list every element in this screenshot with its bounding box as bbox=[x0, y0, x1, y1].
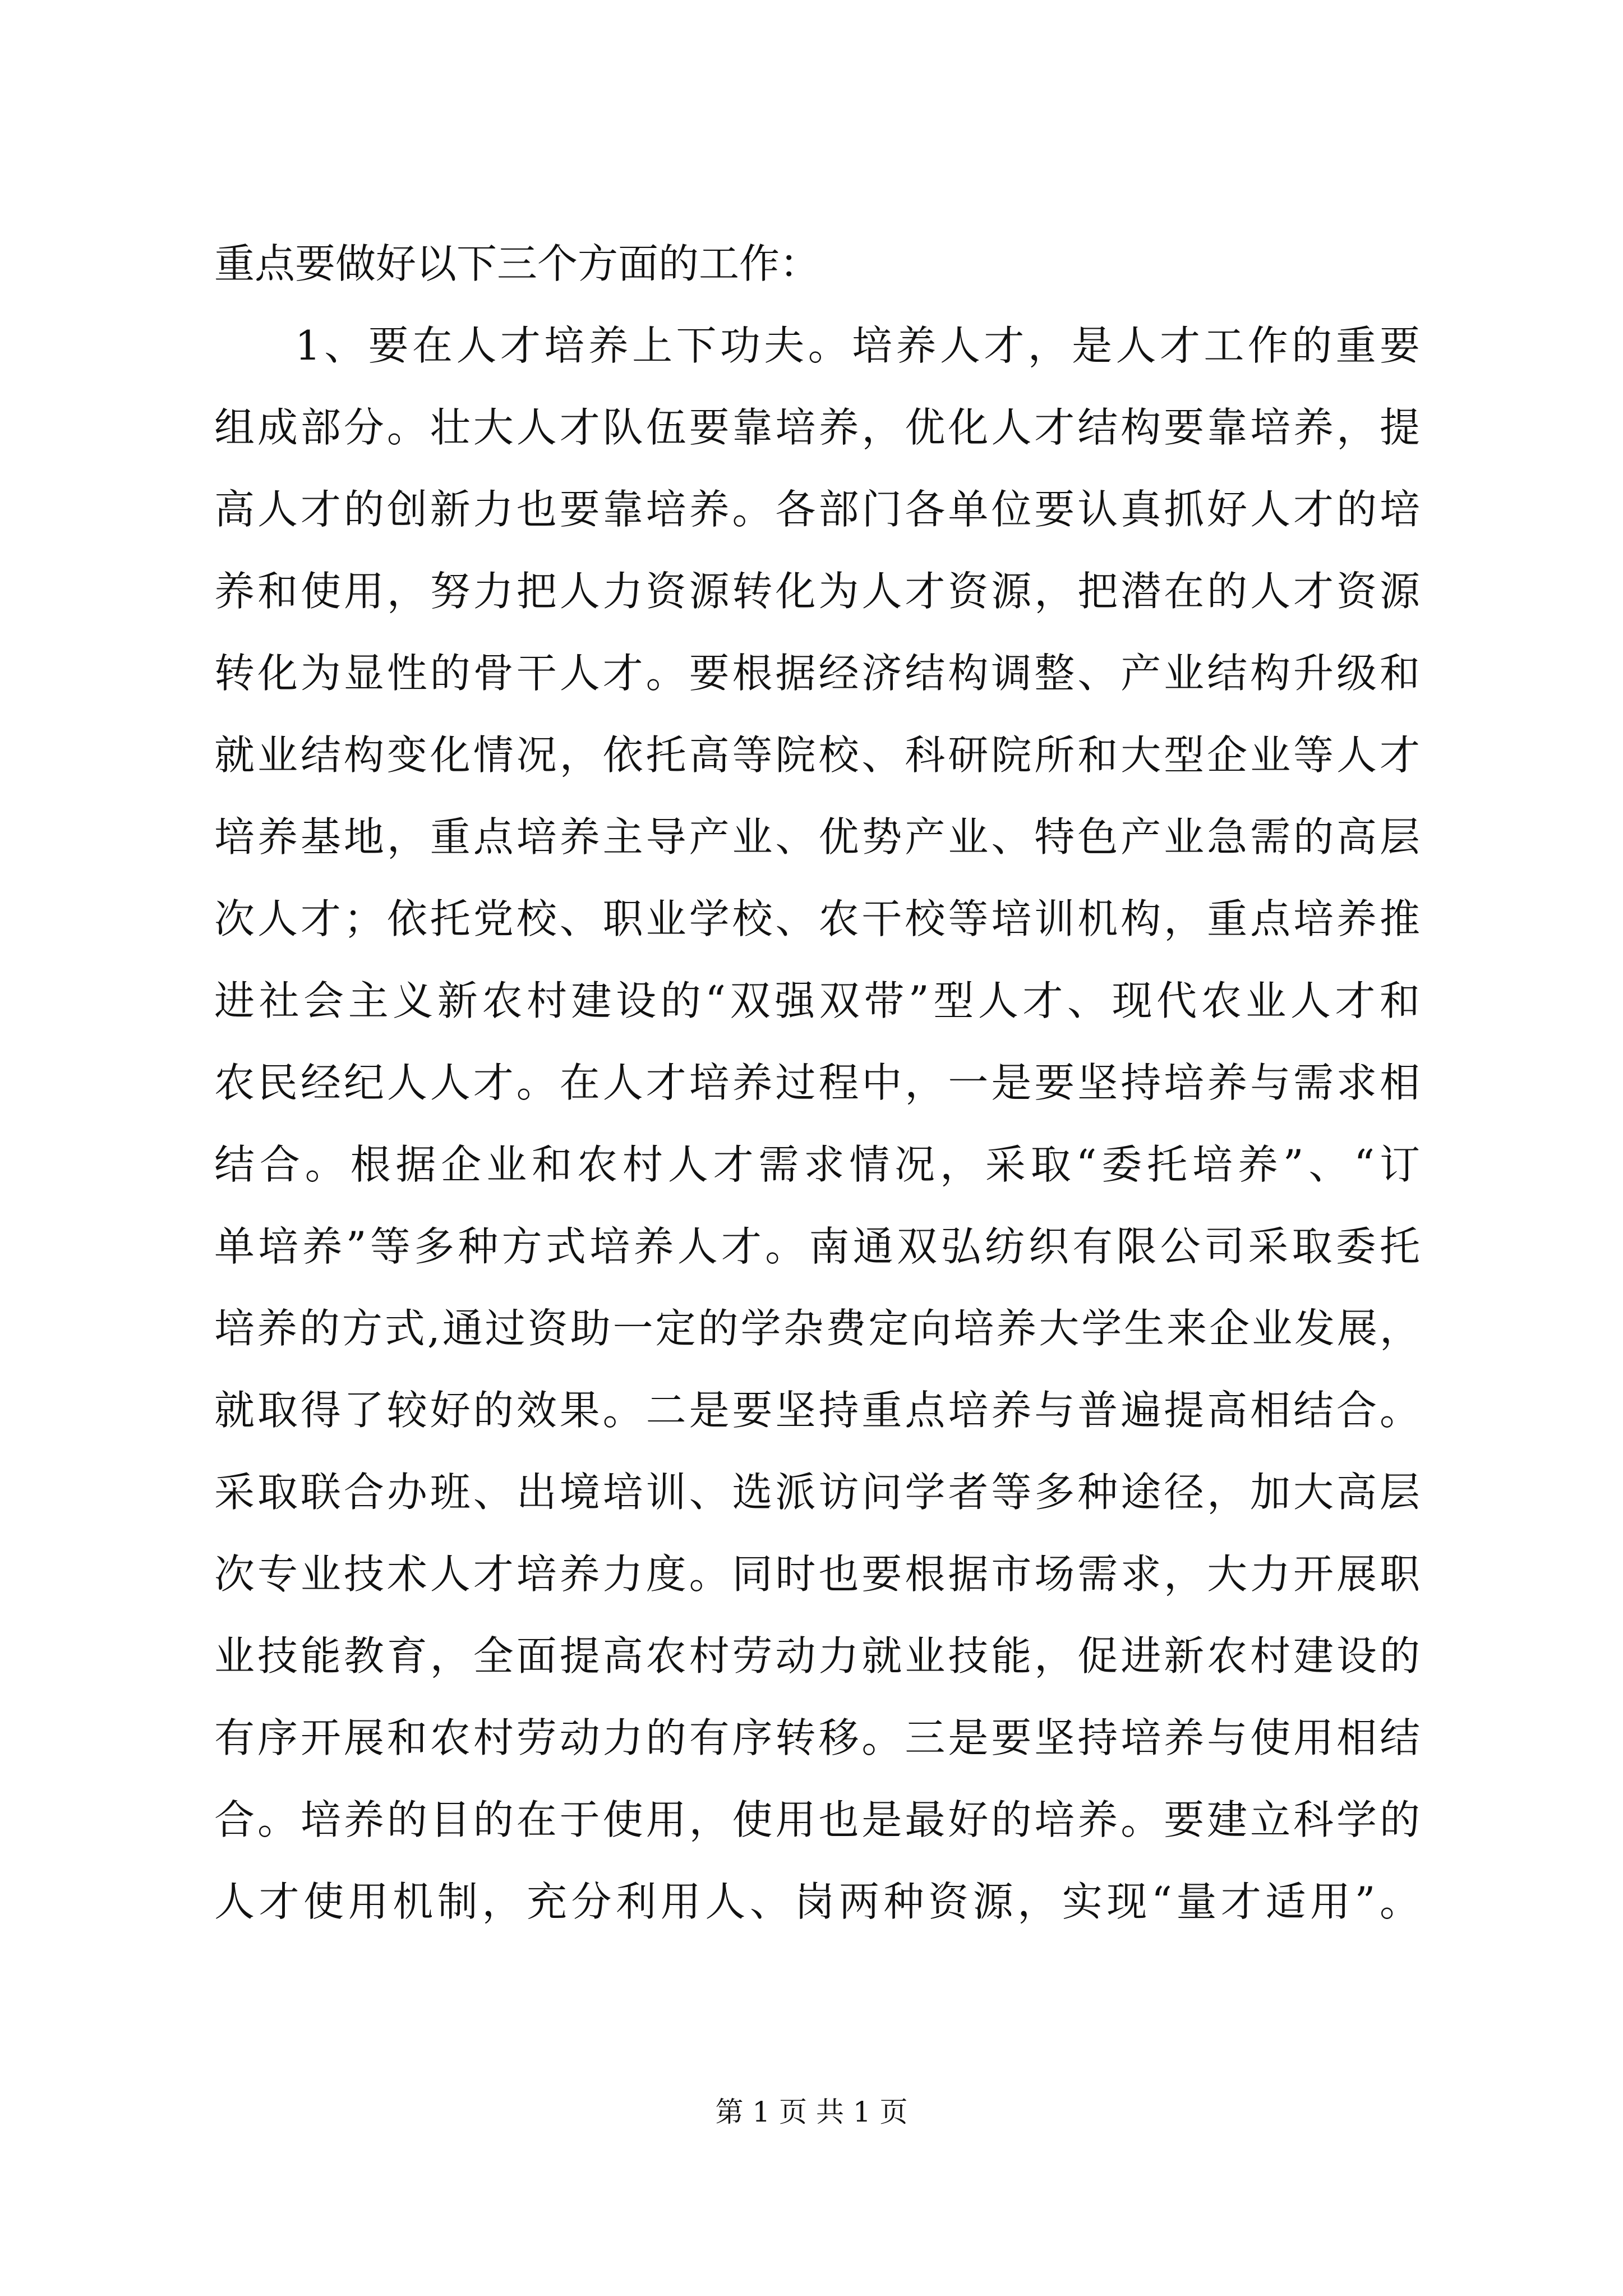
text-line-4: 高人才的创新力也要靠培养。各部门各单位要认真抓好人才的培 bbox=[214, 486, 1420, 533]
text-line-18: 业技能教育，全面提高农村劳动力就业技能，促进新农村建设的 bbox=[214, 1632, 1420, 1680]
text-line-1: 重点要做好以下三个方面的工作： bbox=[214, 240, 820, 287]
text-line-9: 次人才；依托党校、职业学校、农干校等培训机构，重点培养推 bbox=[214, 895, 1420, 942]
text-line-16: 采取联合办班、出境培训、选派访问学者等多种途径，加大高层 bbox=[214, 1469, 1420, 1516]
text-line-3: 组成部分。壮大人才队伍要靠培养，优化人才结构要靠培养，提 bbox=[214, 404, 1420, 451]
text-line-19: 有序开展和农村劳动力的有序转移。三是要坚持培养与使用相结 bbox=[214, 1714, 1420, 1761]
text-line-13: 单培养”等多种方式培养人才。南通双弘纺织有限公司采取委托 bbox=[214, 1223, 1420, 1270]
text-line-15: 就取得了较好的效果。二是要坚持重点培养与普遍提高相结合。 bbox=[214, 1387, 1420, 1434]
text-line-20: 合。培养的目的在于使用，使用也是最好的培养。要建立科学的 bbox=[214, 1796, 1420, 1843]
text-line-6: 转化为显性的骨干人才。要根据经济结构调整、产业结构升级和 bbox=[214, 650, 1420, 697]
page-number-label: 第 1 页 共 1 页 bbox=[715, 2096, 908, 2128]
page-footer bbox=[0, 2092, 1623, 2132]
text-line-2: 1、要在人才培养上下功夫。培养人才，是人才工作的重要 bbox=[295, 322, 1420, 369]
text-line-8: 培养基地，重点培养主导产业、优势产业、特色产业急需的高层 bbox=[214, 813, 1420, 861]
text-line-14: 培养的方式,通过资助一定的学杂费定向培养大学生来企业发展， bbox=[214, 1305, 1420, 1352]
text-line-10: 进社会主义新农村建设的“双强双带”型人才、现代农业人才和 bbox=[214, 977, 1420, 1024]
text-line-21: 人才使用机制，充分利用人、岗两种资源，实现“量才适用”。 bbox=[214, 1878, 1420, 1925]
body-text bbox=[214, 223, 1420, 1943]
text-line-7: 就业结构变化情况，依托高等院校、科研院所和大型企业等人才 bbox=[214, 731, 1420, 779]
text-line-11: 农民经纪人人才。在人才培养过程中，一是要坚持培养与需求相 bbox=[214, 1059, 1420, 1106]
text-line-17: 次专业技术人才培养力度。同时也要根据市场需求，大力开展职 bbox=[214, 1550, 1420, 1598]
text-line-12: 结合。根据企业和农村人才需求情况，采取“委托培养”、“订 bbox=[214, 1141, 1420, 1188]
text-line-5: 养和使用，努力把人力资源转化为人才资源，把潜在的人才资源 bbox=[214, 568, 1420, 615]
